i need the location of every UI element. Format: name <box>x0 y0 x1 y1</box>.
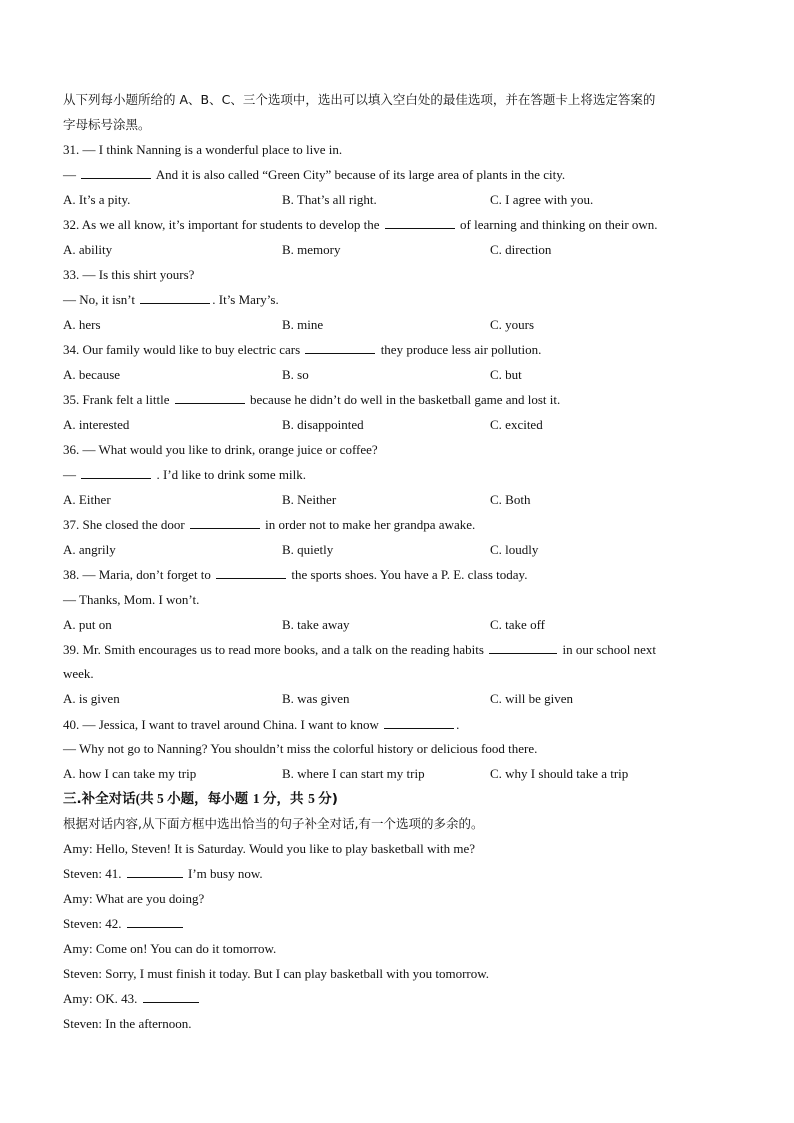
q34-stem <box>63 341 541 359</box>
q39-stem <box>63 641 656 659</box>
q33-reply <box>63 291 279 309</box>
q40-stem-suffix: . <box>456 717 460 732</box>
q39-option-b: B. was given <box>282 691 350 706</box>
q40-option-a: A. how I can take my trip <box>63 766 197 781</box>
q32-option-b: B. memory <box>282 242 341 257</box>
q35-stem-prefix: 35. Frank felt a little <box>63 392 173 407</box>
q39-stem-continued: week. <box>63 666 94 681</box>
q39-option-a: A. is given <box>63 691 120 706</box>
q33-reply-prefix: — No, it isn’t <box>63 292 139 307</box>
q38-option-a: A. put on <box>63 617 112 632</box>
q40-stem-prefix: 40. — Jessica, I want to travel around China. I want to know <box>63 717 383 732</box>
q31-stem: 31. — I think Nanning is a wonderful place to live in. <box>63 142 343 157</box>
q37-stem <box>63 516 475 534</box>
dialog-line-6: Steven: Sorry, I must finish it today. But I can play basketball with you tomorrow. <box>63 966 490 981</box>
q35-stem <box>63 391 560 409</box>
section-3-instruction: 根据对话内容,从下面方框中选出恰当的句子补全对话,有一个选项的多余的。 <box>63 816 484 831</box>
q31-reply-suffix: And it is also called “Green City” because of its large area of plants in the city. <box>153 167 566 182</box>
q34-option-b: B. so <box>282 367 309 382</box>
instruction-line-2: 字母标号涂黑。 <box>63 117 151 132</box>
q39-stem-prefix: 39. Mr. Smith encourages us to read more books, and a talk on the reading habits <box>63 642 488 657</box>
dialog-41-blank <box>127 865 183 878</box>
q32-stem <box>63 216 658 234</box>
q33-option-c: C. yours <box>490 317 535 332</box>
q40-option-c: C. why I should take a trip <box>490 766 629 781</box>
q33-reply-suffix: . It’s Mary’s. <box>212 292 279 307</box>
q35-option-c: C. excited <box>490 417 543 432</box>
q39-blank <box>489 641 557 654</box>
section-3-heading <box>63 790 338 808</box>
q32-stem-suffix: of learning and thinking on their own. <box>456 217 658 232</box>
heading-part-3: 小题，每小题 <box>167 791 253 807</box>
q31-option-a: A. It’s a pity. <box>63 192 131 207</box>
q36-reply-suffix: . I’d like to drink some milk. <box>153 467 306 482</box>
q36-option-c: C. Both <box>490 492 531 507</box>
q40-option-b: B. where I can start my trip <box>282 766 425 781</box>
dialog-line-1: Amy: Hello, Steven! It is Saturday. Would you like to play basketball with me? <box>63 841 475 856</box>
q32-option-c: C. direction <box>490 242 552 257</box>
dialog-line-8: Steven: In the afternoon. <box>63 1016 192 1031</box>
q40-reply: — Why not go to Nanning? You shouldn’t miss the colorful history or delicious food there. <box>63 741 538 756</box>
dialog-line-5: Amy: Come on! You can do it tomorrow. <box>63 941 277 956</box>
q34-stem-prefix: 34. Our family would like to buy electric cars <box>63 342 304 357</box>
dialog-line-2 <box>63 865 263 883</box>
q34-option-a: A. because <box>63 367 121 382</box>
q33-stem: 33. — Is this shirt yours? <box>63 267 195 282</box>
q32-option-a: A. ability <box>63 242 113 257</box>
q32-stem-prefix: 32. As we all know, it’s important for students to develop the <box>63 217 383 232</box>
q38-reply: — Thanks, Mom. I won’t. <box>63 592 200 607</box>
q35-stem-suffix: because he didn’t do well in the basketball game and lost it. <box>246 392 561 407</box>
q39-stem-suffix: in our school next <box>559 642 656 657</box>
dialog-42-blank <box>127 915 183 928</box>
heading-part-1: 三.补全对话 <box>63 791 136 807</box>
q31-reply-prefix: — <box>63 167 80 182</box>
q34-option-c: C. but <box>490 367 522 382</box>
q38-stem <box>63 566 527 584</box>
q35-option-a: A. interested <box>63 417 130 432</box>
q39-option-c: C. will be given <box>490 691 574 706</box>
q38-stem-suffix: the sports shoes. You have a P. E. class today. <box>288 567 528 582</box>
dialog-line-4 <box>63 915 185 933</box>
q37-option-a: A. angrily <box>63 542 116 557</box>
q35-blank <box>175 391 245 404</box>
dialog-43-prefix: Amy: OK. 43. <box>63 991 141 1006</box>
q38-blank <box>216 566 286 579</box>
dialog-43-blank <box>143 990 199 1003</box>
dialog-line-3: Amy: What are you doing? <box>63 891 205 906</box>
q40-stem <box>63 716 459 734</box>
q38-stem-prefix: 38. — Maria, don’t forget to <box>63 567 215 582</box>
q36-stem: 36. — What would you like to drink, orange juice or coffee? <box>63 442 378 457</box>
q36-reply-prefix: — <box>63 467 80 482</box>
q37-blank <box>190 516 260 529</box>
q36-option-b: B. Neither <box>282 492 337 507</box>
q36-blank <box>81 466 151 479</box>
q34-stem-suffix: they produce less air pollution. <box>377 342 542 357</box>
q38-option-c: C. take off <box>490 617 545 632</box>
q38-option-b: B. take away <box>282 617 350 632</box>
q33-option-b: B. mine <box>282 317 324 332</box>
q35-option-b: B. disappointed <box>282 417 364 432</box>
q37-stem-suffix: in order not to make her grandpa awake. <box>261 517 476 532</box>
q40-blank <box>384 716 454 729</box>
q31-option-c: C. I agree with you. <box>490 192 594 207</box>
q37-option-c: C. loudly <box>490 542 539 557</box>
q37-stem-prefix: 37. She closed the door <box>63 517 188 532</box>
q36-reply <box>63 466 306 484</box>
instruction-line-1: 从下列每小题所给的 A、B、C、三个选项中，选出可以填入空白处的最佳选项，并在答题卡上将选定答案的 <box>63 92 656 107</box>
dialog-42-prefix: Steven: 42. <box>63 916 125 931</box>
heading-part-5: 分，共 <box>262 791 309 807</box>
q37-option-b: B. quietly <box>282 542 334 557</box>
heading-part-4: 1 <box>252 791 263 806</box>
q31-blank <box>81 166 151 179</box>
q33-option-a: A. hers <box>63 317 101 332</box>
dialog-41-prefix: Steven: 41. <box>63 866 125 881</box>
q31-option-b: B. That’s all right. <box>282 192 377 207</box>
heading-part-2: (共 5 <box>135 791 168 806</box>
q36-option-a: A. Either <box>63 492 111 507</box>
q32-blank <box>385 216 455 229</box>
dialog-line-7 <box>63 990 201 1008</box>
dialog-41-suffix: I’m busy now. <box>184 866 263 881</box>
q33-blank <box>140 291 210 304</box>
heading-part-6: 5 <box>308 791 319 806</box>
q31-reply <box>63 166 565 184</box>
q34-blank <box>305 341 375 354</box>
heading-part-7: 分) <box>318 791 338 807</box>
